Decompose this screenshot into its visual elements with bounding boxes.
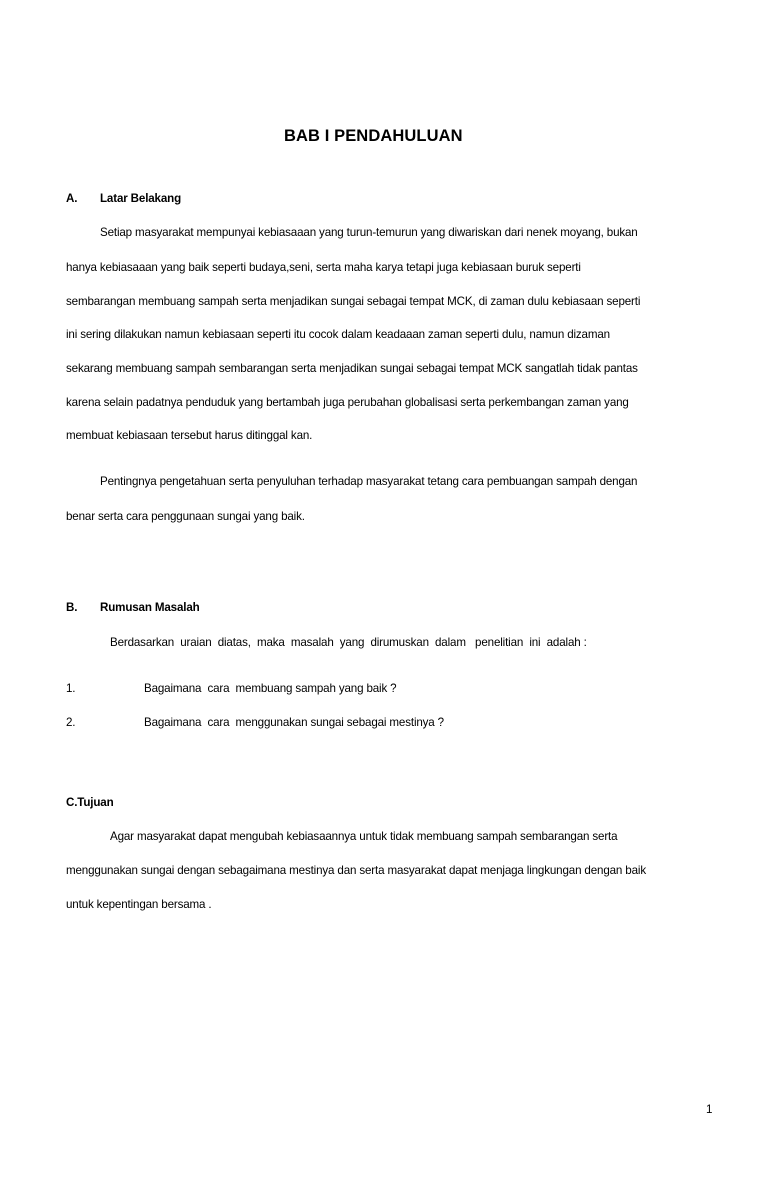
section-a-p2-line: benar serta cara penggunaan sungai yang baik. <box>66 510 305 523</box>
section-c-line: menggunakan sungai dengan sebagaimana mestinya dan serta masyarakat dapat menjaga lingkungan dengan baik <box>66 864 646 877</box>
section-a-p1-line: membuat kebiasaan tersebut harus ditinggal kan. <box>66 429 313 442</box>
section-a-p1-line: sekarang membuang sampah sembarangan serta menjadikan sungai sebagai tempat MCK sangatlah tidak pantas <box>66 362 638 375</box>
section-c-line: untuk kepentingan bersama . <box>66 898 212 911</box>
section-b-intro: Berdasarkan uraian diatas, maka masalah yang dirumuskan dalam penelitian ini adalah : <box>110 636 587 649</box>
section-a-heading: Latar Belakang <box>100 192 182 205</box>
list-item-number: 2. <box>66 716 76 729</box>
section-b-marker: B. <box>66 601 78 614</box>
section-a-p1-line: karena selain padatnya penduduk yang bertambah juga perubahan globalisasi serta perkembangan zaman yang <box>66 396 629 409</box>
section-a-p1-line: ini sering dilakukan namun kebiasaan seperti itu cocok dalam keadaaan zaman seperti dulu, namun dizaman <box>66 328 610 341</box>
section-a-p1-line: sembarangan membuang sampah serta menjadikan sungai sebagai tempat MCK, di zaman dulu kebiasaan seperti <box>66 295 641 308</box>
section-a-p1-line: Setiap masyarakat mempunyai kebiasaaan yang turun-temurun yang diwariskan dari nenek moyang, bukan <box>100 226 638 239</box>
section-a-p1-line: hanya kebiasaaan yang baik seperti budaya,seni, serta maha karya tetapi juga kebiasaan buruk seperti <box>66 261 581 274</box>
chapter-title: BAB I PENDAHULUAN <box>284 127 463 145</box>
section-c-heading: C.Tujuan <box>66 796 114 809</box>
section-a-marker: A. <box>66 192 78 205</box>
list-item-text: Bagaimana cara menggunakan sungai sebagai mestinya ? <box>144 716 444 729</box>
section-b-heading: Rumusan Masalah <box>100 601 200 614</box>
page-number: 1 <box>706 1103 713 1116</box>
section-c-line: Agar masyarakat dapat mengubah kebiasaannya untuk tidak membuang sampah sembarangan serta <box>110 830 618 843</box>
section-a-p2-line: Pentingnya pengetahuan serta penyuluhan terhadap masyarakat tetang cara pembuangan sampah dengan <box>100 475 638 488</box>
list-item-text: Bagaimana cara membuang sampah yang baik ? <box>144 682 397 695</box>
list-item-number: 1. <box>66 682 76 695</box>
